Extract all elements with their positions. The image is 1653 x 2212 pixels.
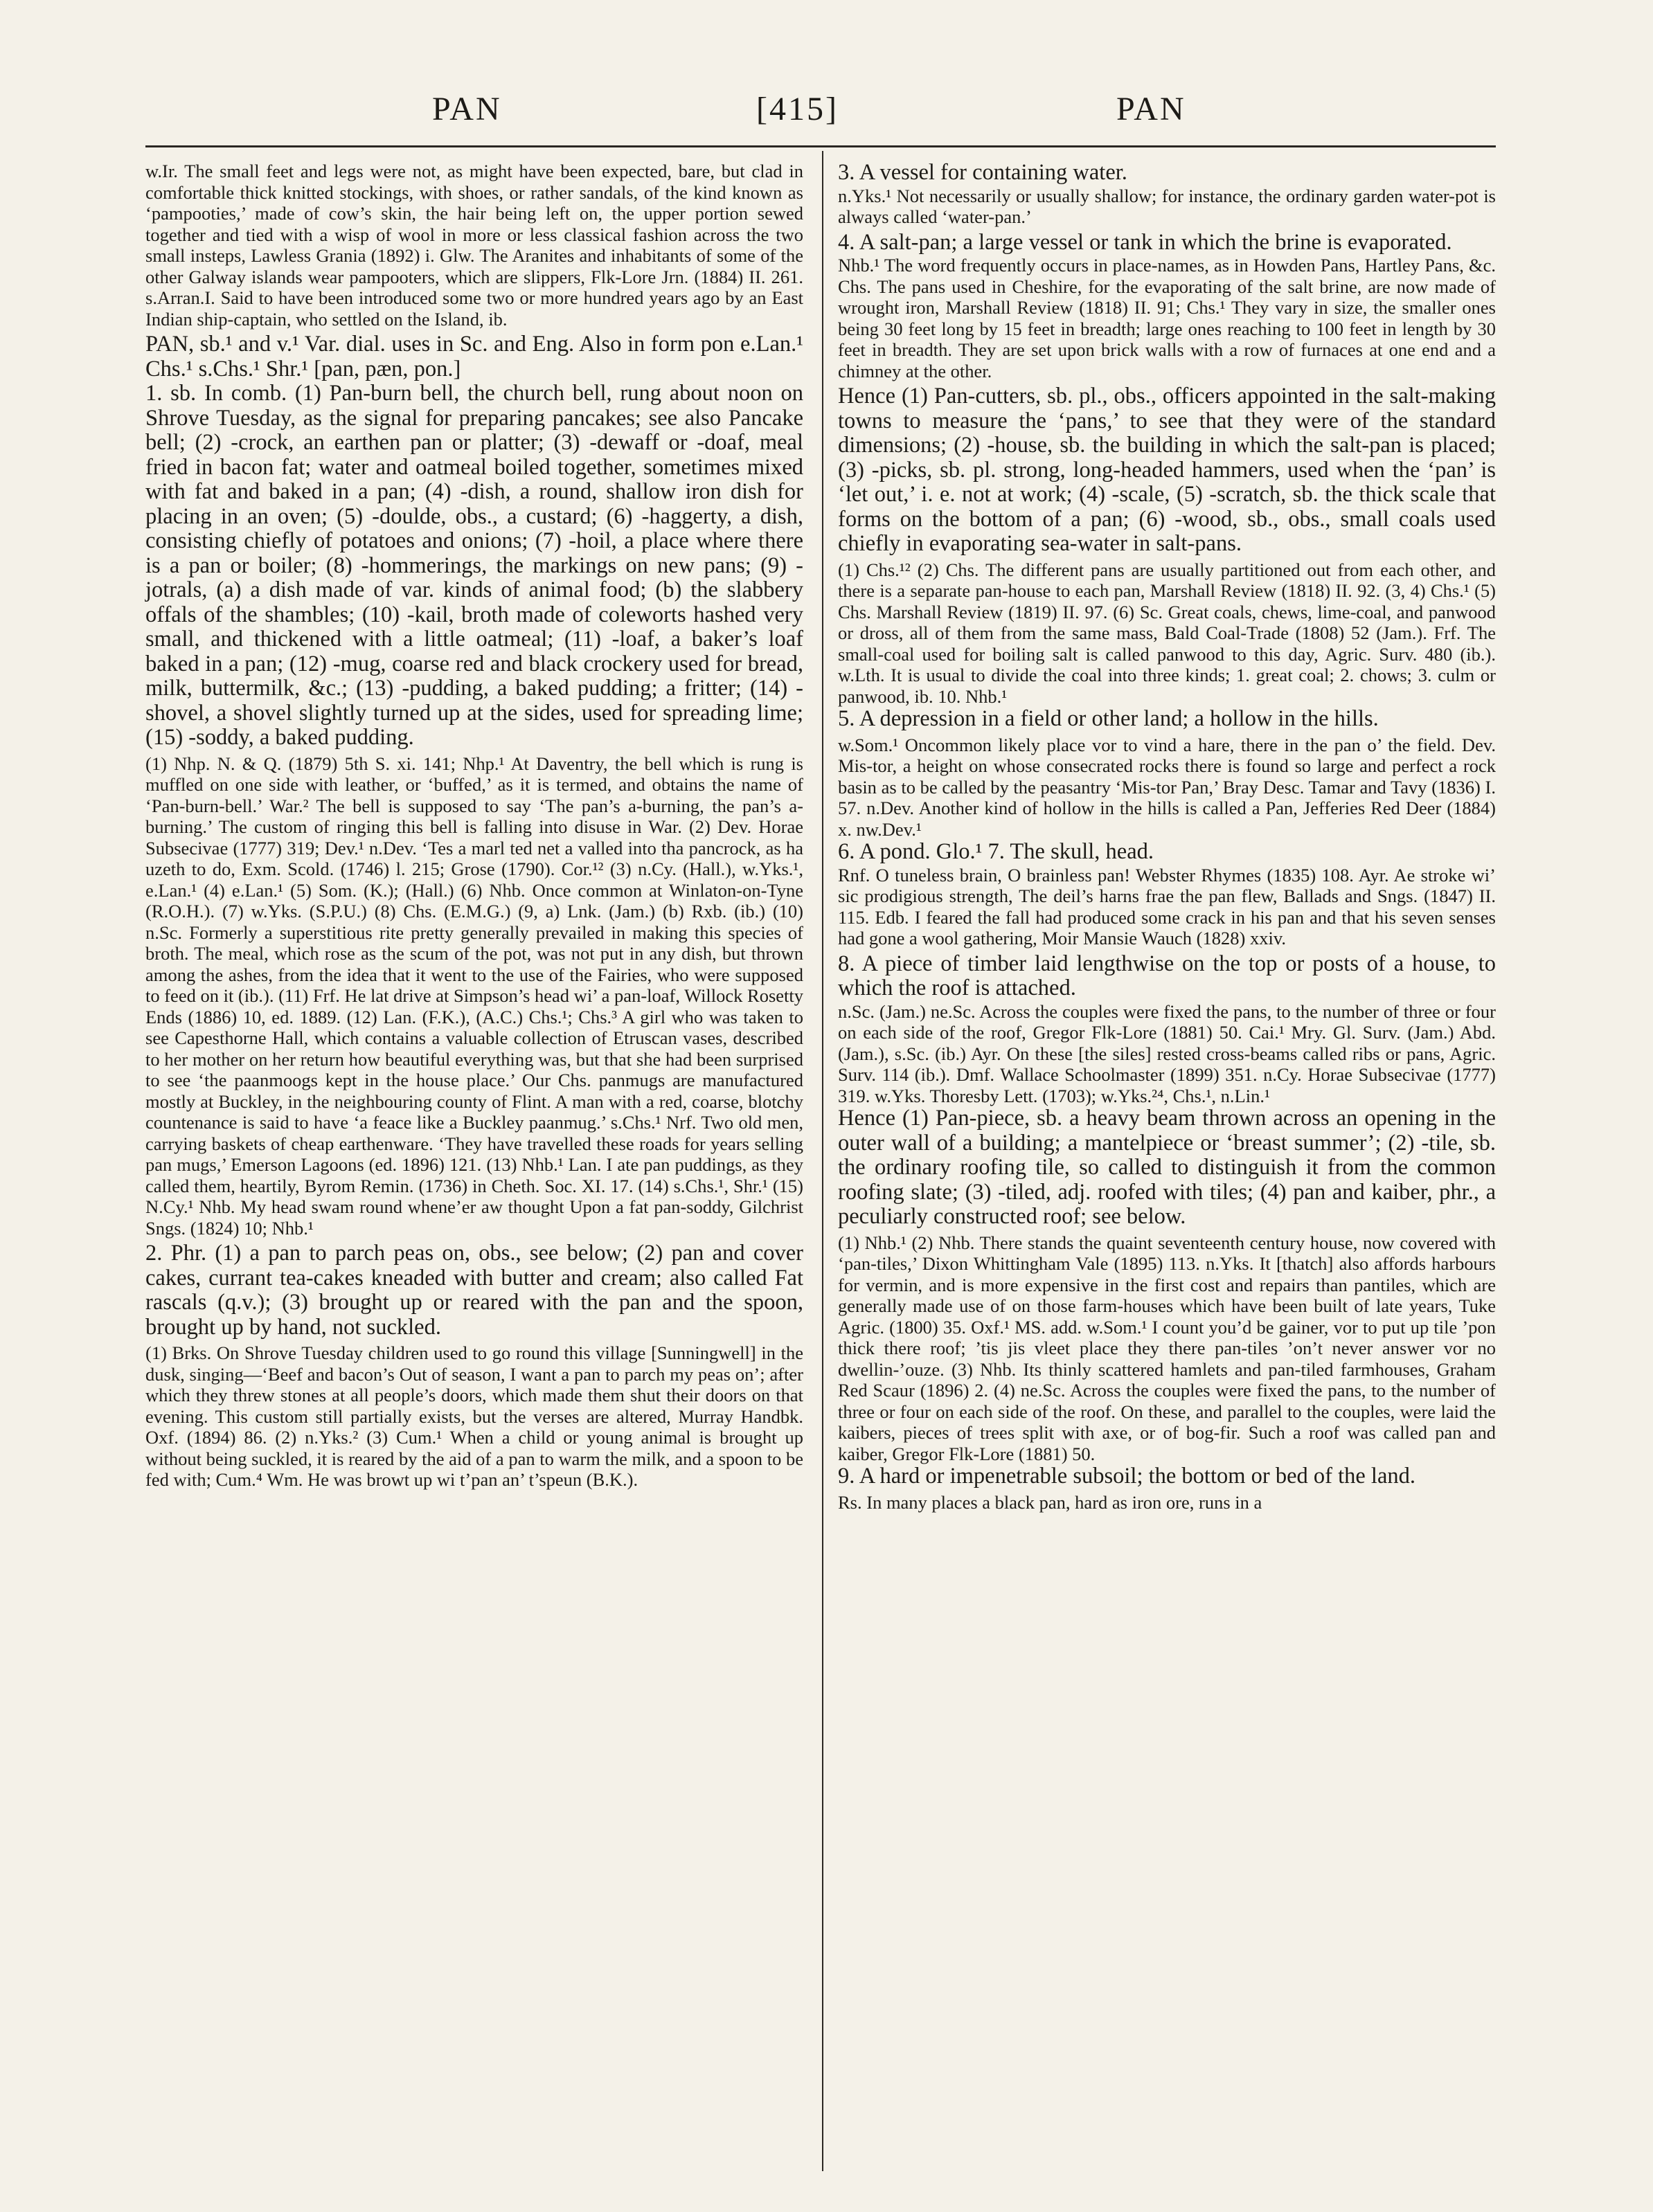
paragraph: 1. sb. In comb. (1) Pan-burn bell, the church bell, rung about noon on Shrove Tuesday, as the signal for preparing pancakes; see also Pancake bell; (2) -crock, an earthen pan or platter; (3) -dewaff or -doaf, meal fried in bacon fat; water and oatmeal boiled together, sometimes mixed with fat and baked in a pan; (4) -dish, a round, shallow iron dish for placing in an oven; (5) -doulde, obs., a custard; (6) -haggerty, a dish, consisting chiefly of potatoes and onions; (7) -hoil, a place where there is a pan or boiler; (8) -hommerings, the markings on new pans; (9) -jotrals, (a) a dish made of var. kinds of animal food; (b) the slabbery offals of the shambles; (10) -kail, broth made of coleworts hashed very small, and thickened with a little oatmeal; (11) -loaf, a baker’s loaf baked in a pan; (12) -mug, coarse red and black crockery used for bread, milk, buttermilk, &c.; (13) -pudding, a baked pudding; a fritter; (14) -shovel, a shovel slightly turned up at the sides, used for spreading lime; (15) -soddy, a baked pudding. [145, 381, 803, 750]
paragraph: Nhb.¹ The word frequently occurs in place-names, as in Howden Pans, Hartley Pans, &c. Chs. The pans used in Cheshire, for the evaporating of the salt brine, are now made of wrought iron, Marshall Review (1818) II. 91; Chs.¹ They vary in size, the smaller ones being 30 feet long by 15 feet in breadth; large ones reaching to 100 feet in length by 30 feet in breadth. They are set upon brick walls with a row of furnaces at one end and a chimney at the other. [838, 255, 1496, 381]
right-column [838, 161, 1496, 1513]
header-rule [145, 145, 1496, 147]
paragraph: n.Sc. (Jam.) ne.Sc. Across the couples were fixed the pans, to the number of three or four on each side of the roof, Gregor Flk-Lore (1881) 50. Cai.¹ Mry. Gl. Surv. (Jam.) Abd. (Jam.), s.Sc. (ib.) Ayr. On these [the siles] rested cross-beams called ribs or pans, Agric. Surv. 114 (ib.). Dmf. Wallace Schoolmaster (1899) 351. n.Cy. Horae Subsecivae (1777) 319. w.Yks. Thoresby Lett. (1703); w.Yks.²⁴, Chs.¹, n.Lin.¹ [838, 1000, 1496, 1106]
paragraph: (1) Nhp. N. & Q. (1879) 5th S. xi. 141; Nhp.¹ At Daventry, the bell which is rung is muffled on one side with leather, or ‘buffed,’ as it is termed, and obtains the name of ‘Pan-burn-bell.’ War.² The bell is supposed to say ‘The pan’s a-burning, the pan’s a-burning.’ The custom of ringing this bell is falling into disuse in War. (2) Dev. Horae Subsecivae (1777) 319; Dev.¹ n.Dev. ‘Tes a marl ted net a valled into tha pancrock, as ha uzeth to do, Exm. Scold. (1746) l. 215; Grose (1790). Cor.¹² (3) n.Cy. (Hall.), w.Yks.¹, e.Lan.¹ (4) e.Lan.¹ (5) Som. (K.); (Hall.) (6) Nhb. Once common at Winlaton-on-Tyne (R.O.H.). (7) w.Yks. (S.P.U.) (8) Chs. (E.M.G.) (9, a) Lnk. (Jam.) (b) Rxb. (ib.) (10) n.Sc. Formerly a superstitious rite pretty generally prevailed in making this species of broth. The meal, which rose as the scum of the pot, was not put in any dish, but thrown among the ashes, from the idea that it went to the use of the Fairies, who were supposed to feed on it (ib.). (11) Frf. He lat drive at Simpson’s head wi’ a pan-loaf, Willock Rosetty Ends (1886) 10, ed. 1889. (12) Lan. (F.K.), (A.C.) Chs.¹; Chs.³ A girl who was taken to see Capesthorne Hall, which contains a valuable collection of Etruscan vases, described to her mother on her return how beautiful everything was, but that she had been surprised to see ‘the paanmoogs kept in the house place.’ Our Chs. panmugs are manufactured mostly at Buckley, in the neighbouring county of Flint. A man with a red, coarse, blotchy countenance is said to have ‘a feace like a Buckley paanmug.’ s.Chs.¹ Nrf. Two old men, carrying baskets of cheap earthenware. ‘They have travelled these roads for years selling pan mugs,’ Emerson Lagoons (ed. 1896) 121. (13) Nhb.¹ Lan. I ate pan puddings, as they called them, heartily, Byrom Remin. (1736) in Cheth. Soc. XI. 17. (14) s.Chs.¹, Shr.¹ (15) N.Cy.¹ Nhb. My head swam round whene’er aw thought Upon a fat pan-soddy, Gilchrist Sngs. (1824) 10; Nhb.¹ [145, 753, 804, 1239]
paragraph: n.Yks.¹ Not necessarily or usually shallow; for instance, the ordinary garden water-pot is always called ‘water-pan.’ [838, 185, 1496, 227]
paragraph: 2. Phr. (1) a pan to parch peas on, obs., see below; (2) pan and cover cakes, currant tea-cakes kneaded with butter and cream; also called Fat rascals (q.v.); (3) brought up or reared with the pan and the spoon, brought up by hand, not suckled. [145, 1241, 803, 1340]
paragraph: 9. A hard or impenetrable subsoil; the bottom or bed of the land. [838, 1464, 1416, 1489]
paragraph: Hence (1) Pan-cutters, sb. pl., obs., officers appointed in the salt-making towns to measure the ‘pans,’ to see that they were of the standard dimensions; (2) -house, sb. the building in which the salt-pan is placed; (3) -picks, sb. pl. strong, long-headed hammers, used when the ‘pan’ is ‘let out,’ i. e. not at work; (4) -scale, (5) -scratch, sb. the thick scale that forms on the bottom of a pan; (6) -wood, sb., obs., small coals used chiefly in evaporating sea-water in salt-pans. [838, 384, 1496, 556]
paragraph: w.Ir. The small feet and legs were not, as might have been expected, bare, but clad in comfortable thick knitted stockings, with shoes, or rather sandals, of the kind known as ‘pampooties,’ made of cow’s skin, the hair being left on, the upper portion sewed together and tied with a wisp of wool in more or less classical fashion across the two small insteps, Lawless Grania (1892) i. Glw. The Aranites and inhabitants of some of the other Galway islands wear pampooters, which are slippers, Flk-Lore Jrn. (1884) II. 261. s.Arran.I. Said to have been introduced some two or more hundred years ago by an East Indian ship-captain, who settled on the Island, ib. [145, 161, 803, 330]
paragraph: 5. A depression in a field or other land; a hollow in the hills. [838, 706, 1379, 731]
page-number: [415] [756, 91, 839, 127]
entry-headword-paragraph: PAN, sb.¹ and v.¹ Var. dial. uses in Sc. and Eng. Also in form pon e.Lan.¹ Chs.¹ s.Chs.¹ Shr.¹ [pan, pæn, pon.] [145, 332, 803, 381]
paragraph: 8. A piece of timber laid lengthwise on the top or posts of a house, to which the roof is attached. [838, 951, 1496, 1000]
paragraph: 6. A pond. Glo.¹ 7. The skull, head. [838, 839, 1154, 864]
left-column [145, 161, 803, 1491]
paragraph: Hence (1) Pan-piece, sb. a heavy beam thrown across an opening in the outer wall of a building; a mantelpiece or ‘breast summer’; (2) -tile, sb. the ordinary roofing tile, so called to distinguish it from the common roofing slate; (3) -tiled, adj. roofed with tiles; (4) pan and kaiber, phr., a peculiarly constructed roof; see below. [838, 1106, 1496, 1229]
paragraph: (1) Nhb.¹ (2) Nhb. There stands the quaint seventeenth century house, now covered with ‘pan-tiles,’ Dixon Whittingham Vale (1895) 113. n.Yks. It [thatch] also affords harbours for vermin, and is more expensive in the first cost and repairs than pantiles, which are generally made use of on those farm-houses which have been built of late years, Tuke Agric. (1800) 35. Oxf.¹ MS. add. w.Som.¹ I count you’d be gainer, vor to put up tile ’pon thick there roof; ’tis jis vleet place they there pan-tiles ’on’t never answer vor no dwellin-’ouze. (3) Nhb. Its thinly scattered hamlets and pan-tiled farmhouses, Graham Red Scaur (1896) 2. (4) ne.Sc. Across the couples were fixed the pans, to the number of three or four on each side of the roof. On these, and parallel to the couples, were laid the kaibers, pieces of trees split with axe, or of bog-fir. Such a roof was called pan and kaiber, Gregor Flk-Lore (1881) 50. [838, 1232, 1496, 1464]
paragraph: 4. A salt-pan; a large vessel or tank in which the brine is evaporated. [838, 229, 1452, 255]
running-head-right: PAN [1116, 91, 1186, 127]
paragraph: (1) Chs.¹² (2) Chs. The different pans are usually partitioned out from each other, and there is a separate pan-house to each pan, Marshall Review (1818) II. 92. (3, 4) Chs.¹ (5) Chs. Marshall Review (1819) II. 97. (6) Sc. Great coals, chews, lime-coal, and panwood or dross, all of them from the same mass, Bald Coal-Trade (1808) 52 (Jam.). Frf. The small-coal used for boiling salt is called panwood to this day, Agric. Surv. 480 (ib.). w.Lth. It is usual to divide the coal into three kinds; 1. great coal; 2. chows; 3. culm or panwood, ib. 10. Nhb.¹ [838, 559, 1496, 707]
paragraph: w.Som.¹ Oncommon likely place vor to vind a hare, there in the pan o’ the field. Dev. Mis-tor, a height on whose consecrated rocks there is found so large and perfect a rock basin as to be called by the peasantry ‘Mis-tor Pan,’ Bray Desc. Tamar and Tavy (1836) I. 57. n.Dev. Another kind of hollow in the hills is called a Pan, Jefferies Red Deer (1884) x. nw.Dev.¹ [838, 734, 1496, 840]
paragraph: (1) Brks. On Shrove Tuesday children used to go round this village [Sunningwell] in the dusk, singing—‘Beef and bacon’s Out of season, I want a pan to parch my peas on’; after which they threw stones at all people’s doors, which made them shut their doors on that evening. This custom still partially exists, but the verses are altered, Murray Handbk. Oxf. (1894) 86. (2) n.Yks.² (3) Cum.¹ When a child or young animal is brought up without being suckled, it is reared by the aid of a pan to warm the milk, and a spoon to be fed with; Cum.⁴ Wm. He was browt up wi t’pan an’ t’speun (B.K.). [145, 1342, 803, 1490]
paragraph: 3. A vessel for containing water. [838, 160, 1127, 185]
paragraph: Rs. In many places a black pan, hard as iron ore, runs in a [838, 1491, 1262, 1513]
column-divider [822, 151, 823, 2171]
paragraph: Rnf. O tuneless brain, O brainless pan! Webster Rhymes (1835) 108. Ayr. Ae stroke wi’ sic prodigious strength, The deil’s harns frae the pan flew, Ballads and Sngs. (1847) II. 115. Edb. I feared the fall had produced some crack in his pan and that his seven senses had gone a wool gathering, Moir Mansie Wauch (1828) xxiv. [838, 864, 1496, 948]
running-head-left: PAN [432, 91, 502, 127]
